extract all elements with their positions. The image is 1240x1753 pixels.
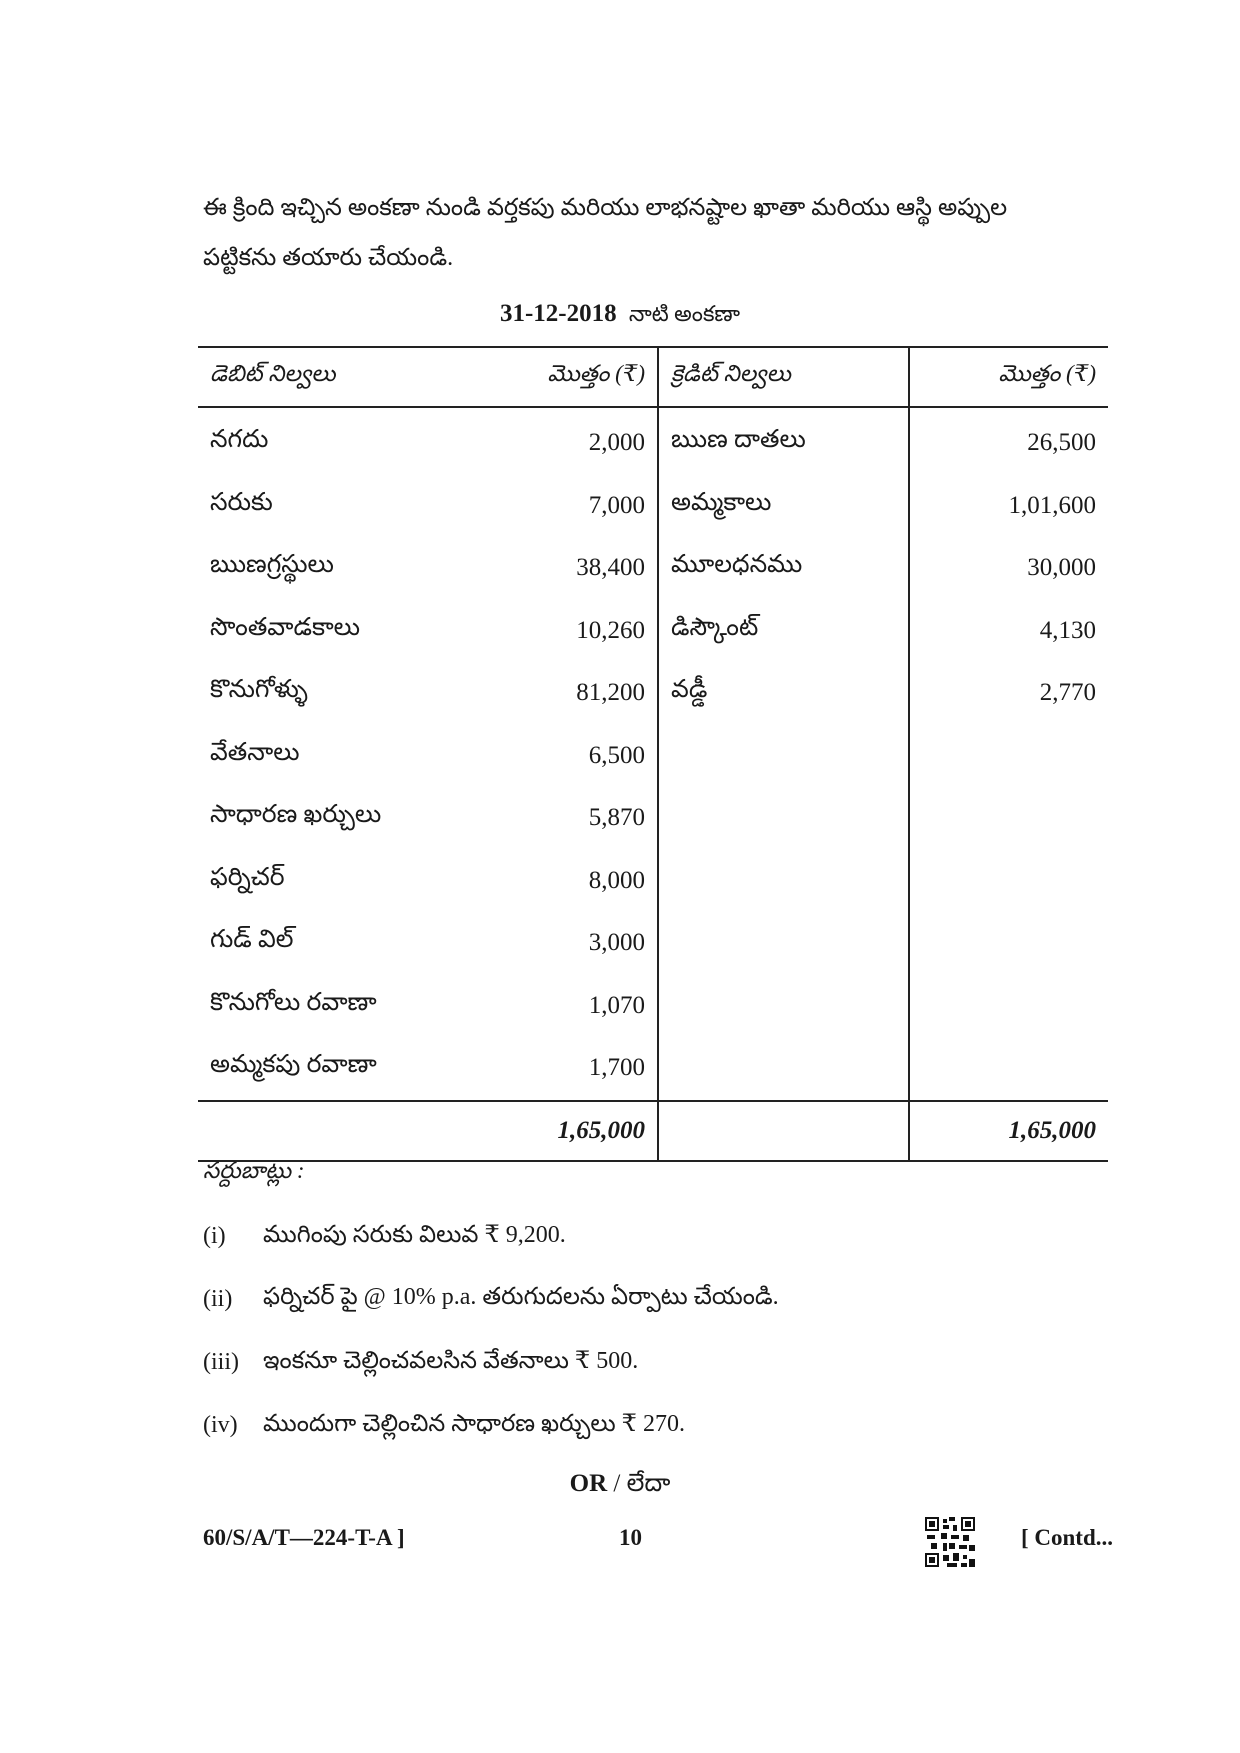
- debit-item: అమ్మకపు రవాణా: [210, 1051, 377, 1079]
- debit-item: సాధారణ ఖర్చులు: [210, 801, 382, 829]
- paper-code: 60/S/A/T—224-T-A ]: [203, 1525, 405, 1550]
- credit-amount: 4,130: [1039, 616, 1096, 644]
- continued-label: [ Contd...: [1020, 1525, 1113, 1550]
- credit-item: [658, 725, 909, 788]
- page-footer: [203, 1525, 1113, 1559]
- table-row: [198, 600, 1108, 663]
- table-row: [198, 407, 1108, 475]
- question-line-1: ఈ క్రింది ఇచ్చిన అంకణా నుండి వర్తకపు మరియు లాభనష్టాల ఖాతా మరియు ఆస్థి అప్పుల: [203, 195, 1008, 221]
- or-telugu: లేదా: [626, 1470, 671, 1497]
- credit-item: [658, 850, 909, 913]
- table-title-label: నాటి అంకణా: [628, 301, 741, 326]
- total-blank-credit: [658, 1101, 909, 1161]
- adjustment-text: ఇంకనూ చెల్లించవలసిన వేతనాలు ₹ 500.: [263, 1347, 639, 1374]
- credit-amount: [909, 1037, 1108, 1101]
- credit-amount: 26,500: [1027, 429, 1096, 457]
- credit-item: [658, 787, 909, 850]
- trial-balance-table: [198, 346, 1108, 1162]
- debit-item: ఫర్నిచర్: [210, 863, 285, 891]
- debit-amount: 5,870: [496, 787, 658, 850]
- table-total-row: [198, 1101, 1108, 1161]
- credit-amount: 30,000: [1027, 554, 1096, 582]
- adjustment-number: (ii): [203, 1286, 233, 1312]
- credit-amount: 2,770: [1039, 679, 1096, 707]
- list-item: [203, 1394, 1063, 1457]
- debit-amount: 81,200: [496, 662, 658, 725]
- list-item: [203, 1268, 1063, 1331]
- list-item: [203, 1205, 1063, 1268]
- debit-amount: 10,260: [496, 600, 658, 663]
- debit-item: వేతనాలు: [210, 738, 300, 766]
- credit-amount: [909, 787, 1108, 850]
- header-debit: డెబిట్ నిల్వలు: [198, 347, 496, 407]
- debit-item: సొంతవాడకాలు: [210, 613, 361, 641]
- adjustment-text: ముగింపు సరుకు విలువ ₹ 9,200.: [263, 1221, 566, 1248]
- debit-amount: 3,000: [496, 912, 658, 975]
- credit-item: ఋణ దాతలు: [658, 407, 909, 475]
- table-title: [0, 300, 1240, 332]
- debit-amount: 8,000: [496, 850, 658, 913]
- header-credit-amount: మొత్తం (₹): [909, 347, 1108, 407]
- debit-total: 1,65,000: [496, 1101, 658, 1161]
- debit-amount: 1,070: [496, 975, 658, 1038]
- debit-item: కొనుగోలు రవాణా: [210, 988, 377, 1016]
- adjustment-text: ఫర్నిచర్ పై @ 10% p.a. తరుగుదలను ఏర్పాటు చేయండి.: [263, 1284, 779, 1310]
- table-row: [198, 475, 1108, 538]
- question-line-2: పట్టికను తయారు చేయండి.: [203, 245, 454, 271]
- table-row: [198, 850, 1108, 913]
- debit-amount: 6,500: [496, 725, 658, 788]
- table-title-date: 31-12-2018: [499, 300, 617, 327]
- debit-item: సరుకు: [210, 488, 273, 516]
- list-item: [203, 1331, 1063, 1394]
- table-row: [198, 1037, 1108, 1101]
- credit-item: వడ్డీ: [658, 662, 909, 725]
- debit-amount: 7,000: [496, 475, 658, 538]
- debit-amount: 38,400: [496, 537, 658, 600]
- credit-amount: [909, 912, 1108, 975]
- question-text: [203, 183, 1063, 283]
- table-row: [198, 537, 1108, 600]
- header-debit-amount: మొత్తం (₹): [496, 347, 658, 407]
- debit-item: గుడ్ విల్: [210, 926, 294, 954]
- table-row: [198, 725, 1108, 788]
- total-blank-debit: [198, 1101, 496, 1161]
- debit-item: నగదు: [210, 426, 269, 454]
- table-row: [198, 912, 1108, 975]
- credit-item: డిస్కౌంట్: [658, 600, 909, 663]
- credit-item: అమ్మకాలు: [658, 475, 909, 538]
- adjustment-text: ముందుగా చెల్లించిన సాధారణ ఖర్చులు ₹ 270.: [263, 1410, 685, 1437]
- table-row: [198, 787, 1108, 850]
- header-credit: క్రెడిట్ నిల్వలు: [658, 347, 909, 407]
- adjustment-number: (iv): [203, 1412, 238, 1438]
- adjustment-number: (iii): [203, 1349, 239, 1375]
- credit-item: [658, 975, 909, 1038]
- credit-item: మూలధనము: [658, 537, 909, 600]
- adjustments-title: సర్దుబాట్లు :: [203, 1158, 305, 1183]
- credit-item: [658, 912, 909, 975]
- or-slash: /: [613, 1470, 621, 1497]
- debit-amount: 2,000: [496, 407, 658, 475]
- credit-item: [658, 1037, 909, 1101]
- or-separator: [0, 1470, 1240, 1504]
- table-header-row: [198, 347, 1108, 407]
- credit-amount: [909, 975, 1108, 1038]
- table-row: [198, 975, 1108, 1038]
- credit-amount: [909, 850, 1108, 913]
- adjustments-list: [203, 1205, 1063, 1457]
- credit-amount: [909, 725, 1108, 788]
- page-number: 10: [619, 1525, 642, 1550]
- or-label: OR: [569, 1470, 608, 1497]
- adjustment-number: (i): [203, 1223, 226, 1249]
- debit-item: కొనుగోళ్ళు: [210, 676, 308, 704]
- qr-code-icon: [925, 1517, 975, 1567]
- credit-amount: 1,01,600: [1008, 491, 1096, 519]
- debit-amount: 1,700: [496, 1037, 658, 1101]
- table-row: [198, 662, 1108, 725]
- debit-item: ఋణగ్రస్థులు: [210, 551, 334, 579]
- credit-total: 1,65,000: [909, 1101, 1108, 1161]
